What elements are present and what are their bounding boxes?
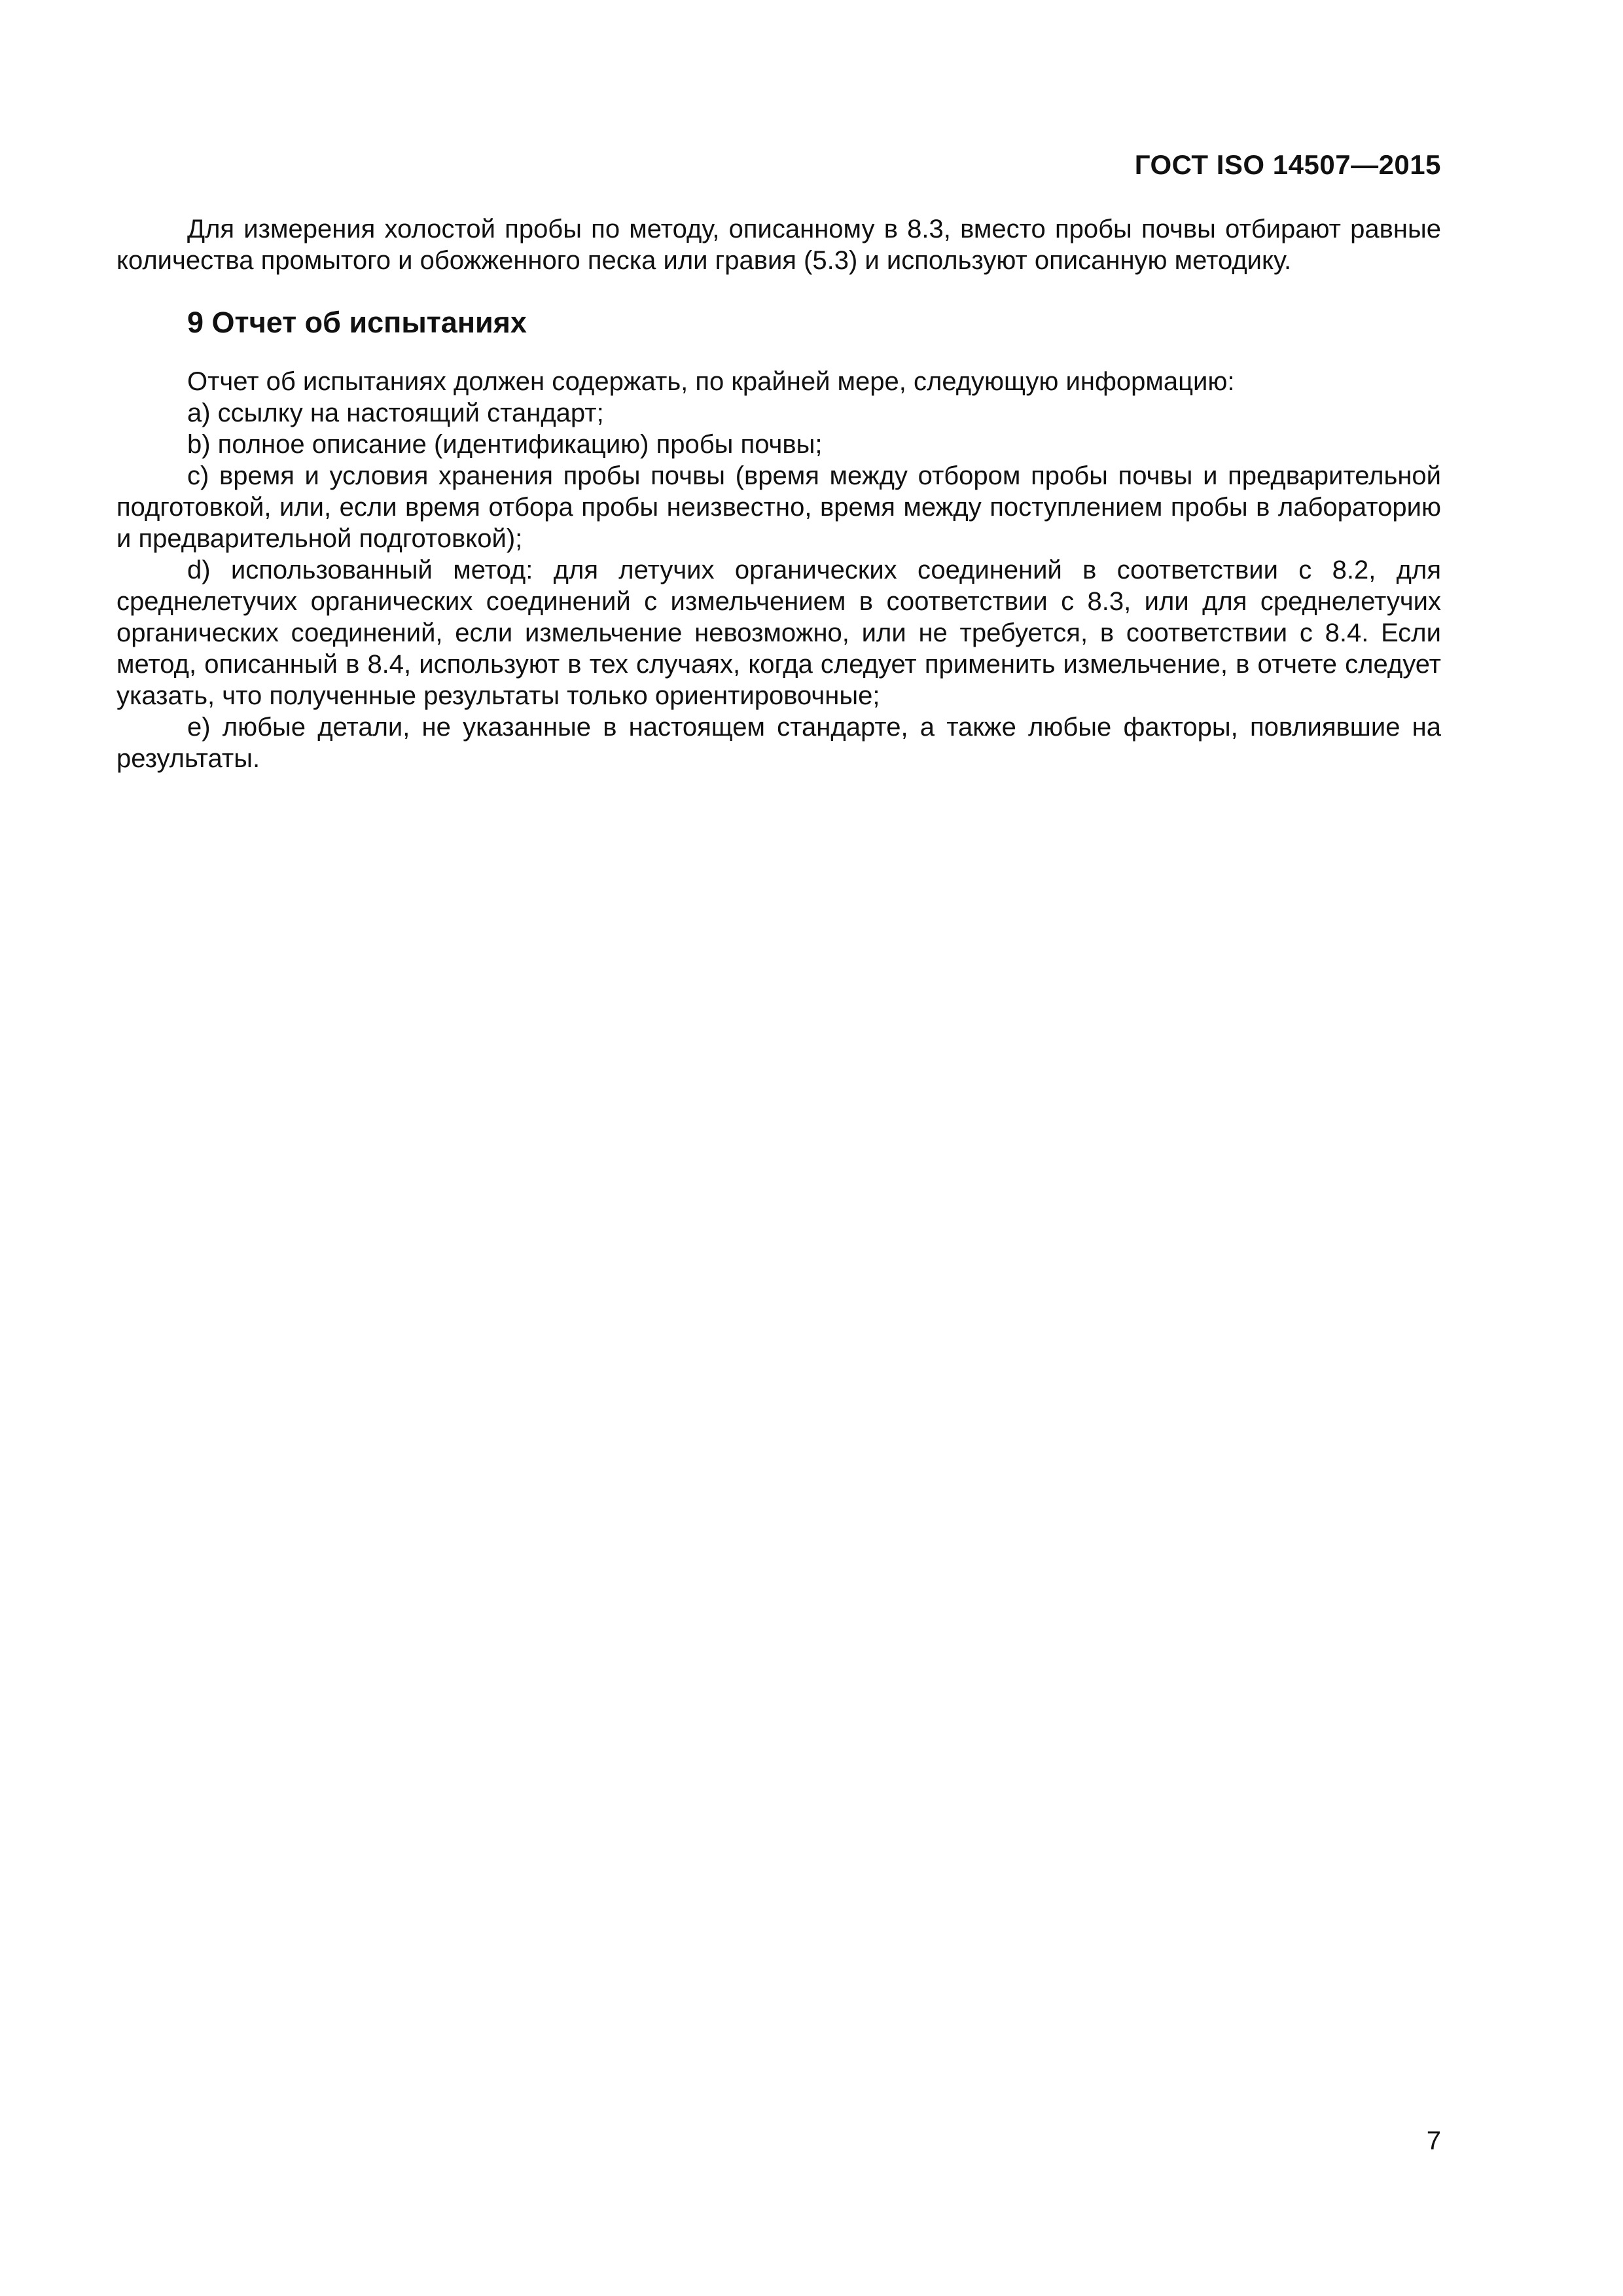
page-number: 7 — [1426, 2126, 1441, 2155]
document-code-header: ГОСТ ISO 14507—2015 — [1134, 149, 1441, 180]
list-item-b: b) полное описание (идентификацию) пробы почвы; — [187, 430, 823, 459]
list-item-a: a) ссылку на настоящий стандарт; — [187, 399, 604, 427]
list-item-d: d) использованный метод: для летучих органических соединений в соответствии с 8.2, для среднелетучих органических соединений с измельчением в соответствии с 8.3, или для среднелетучих органических соединений, если измельчение невозможно, или не требуется, в соответствии с 8.4. Если метод, описанный в 8.4, используют в тех случаях, когда следует применить измельчение, в отчете следует указать, что полученные результаты только ориентировочные; — [116, 556, 1441, 710]
list-item-e: e) любые детали, не указанные в настоящем стандарте, а также любые факторы, повлиявшие на результаты. — [116, 713, 1441, 773]
section-lead-paragraph: Отчет об испытаниях должен содержать, по крайней мере, следующую информацию: — [187, 367, 1235, 396]
page-content — [116, 213, 1441, 774]
section-heading: 9 Отчет об испытаниях — [187, 306, 527, 339]
intro-paragraph: Для измерения холостой пробы по методу, описанному в 8.3, вместо пробы почвы отбирают равные количества промытого и обожженного песка или гравия (5.3) и используют описанную методику. — [116, 215, 1441, 275]
list-item-c: c) время и условия хранения пробы почвы (время между отбором пробы почвы и предварительной подготовкой, или, если время отбора пробы неизвестно, время между поступлением пробы в лабораторию и предварительной подготовкой); — [116, 461, 1441, 553]
